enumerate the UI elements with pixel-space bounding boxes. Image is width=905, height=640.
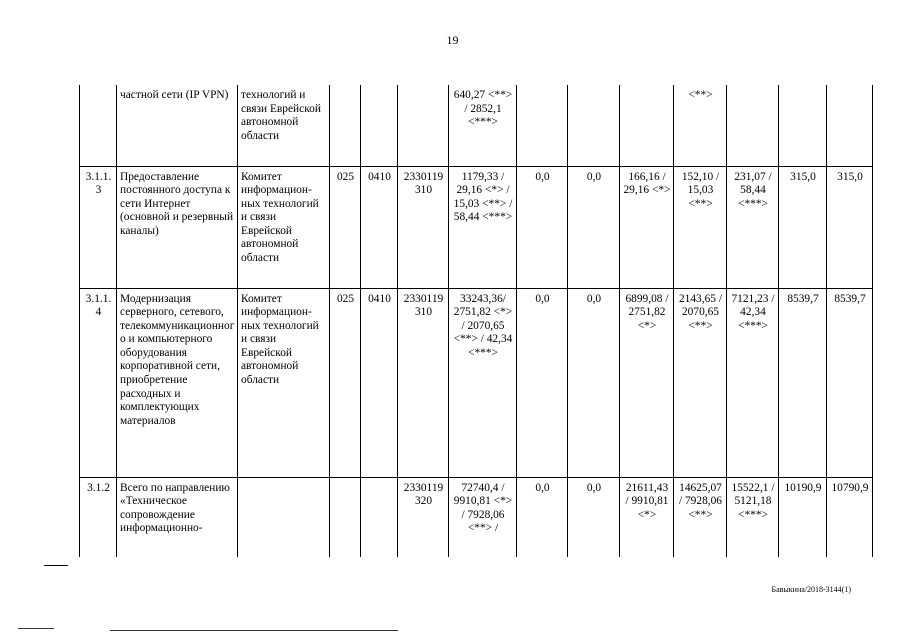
executor: Комитет информацион-ных технологий и связи Еврейской автономной области (238, 166, 330, 288)
total-amount: 1179,33 / 29,16 <*> / 15,03 <**> / 58,44 <***> (449, 166, 517, 288)
executor (238, 477, 330, 557)
table-row (80, 477, 873, 557)
measure-name: Всего по направлению «Техническое сопровождение информационно- (117, 477, 238, 557)
table-row (80, 85, 873, 166)
margin-line (44, 565, 68, 566)
target-article (398, 85, 449, 166)
budget-table (79, 85, 873, 557)
row-number: 3.1.1.4 (80, 288, 117, 477)
year-2019: 231,07 / 58,44 <***> (727, 166, 779, 288)
row-number (80, 85, 117, 166)
measure-name: Предоставление постоянного доступа к сети Интернет (основной и резервный каналы) (117, 166, 238, 288)
table-row (80, 166, 873, 288)
grbs-code: 025 (330, 288, 361, 477)
footer-code: Бавыкина/2018-3144(1) (771, 585, 851, 594)
bottom-rule-left (18, 628, 54, 629)
grbs-code (330, 477, 361, 557)
executor: технологий и связи Еврейской автономной области (238, 85, 330, 166)
total-amount: 33243,36/ 2751,82 <*> / 2070,65 <**> / 42,34 <***> (449, 288, 517, 477)
target-article: 2330119310 (398, 166, 449, 288)
row-number: 3.1.2 (80, 477, 117, 557)
year-2020: 10190,9 (779, 477, 827, 557)
executor: Комитет информацион-ных технологий и связи Еврейской автономной области (238, 288, 330, 477)
total-amount: 72740,4 / 9910,81 <*> / 7928,06 <**> / (449, 477, 517, 557)
row-number: 3.1.1.3 (80, 166, 117, 288)
year-2020: 315,0 (779, 166, 827, 288)
year-2021: 315,0 (827, 166, 873, 288)
year-2019 (727, 85, 779, 166)
section-code (361, 85, 398, 166)
target-article: 2330119320 (398, 477, 449, 557)
target-article: 2330119310 (398, 288, 449, 477)
total-amount: 640,27 <**> / 2852,1 <***> (449, 85, 517, 166)
year-2016 (568, 85, 620, 166)
grbs-code (330, 85, 361, 166)
section-code: 0410 (361, 166, 398, 288)
year-2019: 7121,23 / 42,34 <***> (727, 288, 779, 477)
bottom-rule-right (110, 630, 398, 631)
year-2015: 0,0 (517, 288, 568, 477)
year-2015: 0,0 (517, 166, 568, 288)
year-2020: 8539,7 (779, 288, 827, 477)
grbs-code: 025 (330, 166, 361, 288)
year-2021 (827, 85, 873, 166)
year-2016: 0,0 (568, 166, 620, 288)
year-2017: 166,16 / 29,16 <*> (620, 166, 674, 288)
year-2021: 10790,9 (827, 477, 873, 557)
year-2016: 0,0 (568, 288, 620, 477)
measure-name: частной сети (IP VPN) (117, 85, 238, 166)
year-2018: 14625,07 / 7928,06 <**> (674, 477, 727, 557)
year-2018: 152,10 / 15,03 <**> (674, 166, 727, 288)
year-2017 (620, 85, 674, 166)
measure-name: Модернизация серверного, сетевого, телекоммуникационного и компьютерного оборудования корпоративной сети, приобретение расходных и комплектующих материалов (117, 288, 238, 477)
section-code (361, 477, 398, 557)
year-2018: 2143,65 / 2070,65 <**> (674, 288, 727, 477)
year-2016: 0,0 (568, 477, 620, 557)
year-2017: 6899,08 / 2751,82 <*> (620, 288, 674, 477)
page-number: 19 (446, 33, 459, 47)
year-2015 (517, 85, 568, 166)
year-2018: <**> (674, 85, 727, 166)
year-2017: 21611,43 / 9910,81 <*> (620, 477, 674, 557)
year-2020 (779, 85, 827, 166)
year-2021: 8539,7 (827, 288, 873, 477)
table-row (80, 288, 873, 477)
year-2019: 15522,1 / 5121,18 <***> (727, 477, 779, 557)
section-code: 0410 (361, 288, 398, 477)
year-2015: 0,0 (517, 477, 568, 557)
